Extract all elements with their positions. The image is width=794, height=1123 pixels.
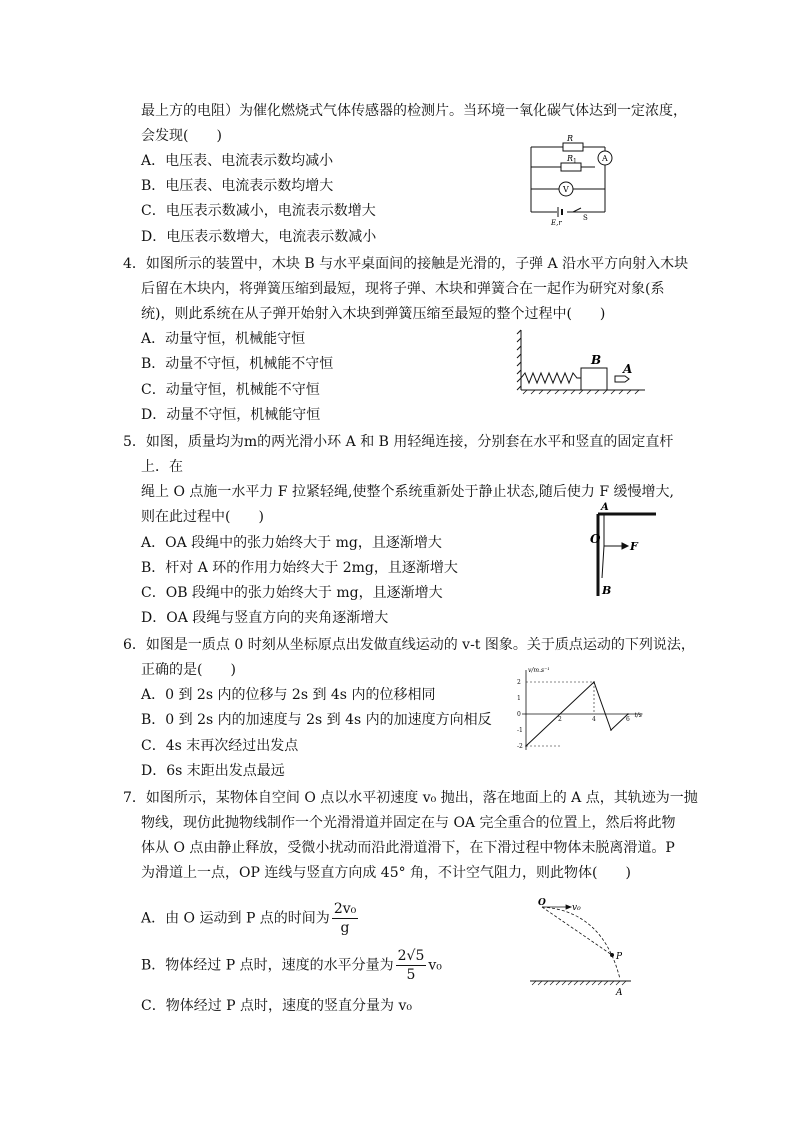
label-r1: R: [567, 154, 574, 163]
q4-line1: 4．如图所示的装置中，木块 B 与水平桌面间的接触是光滑的，子弹 A 沿水平方向射入木块: [123, 256, 689, 272]
y-tick-label: -2: [517, 743, 523, 750]
q3-line1: 最上方的电阻）为催化燃烧式气体传感器的检测片。当环境一氧化碳气体达到一定浓度，: [141, 103, 687, 119]
circuit-diagram: [525, 132, 620, 227]
q7-line4: 为滑道上一点，OP 连线与竖直方向成 45° 角，不计空气阻力，则此物体( ): [141, 865, 631, 881]
q7-line3: 体从 O 点由静止释放，受微小扰动而沿此滑道滑下，在下滑过程中物体未脱离滑道。P: [141, 840, 675, 856]
q7-option-b-unit: v₀: [428, 957, 442, 974]
q7-line2: 物线，现仿此抛物线制作一个光滑滑道并固定在与 OA 完全重合的位置上，然后将此物: [141, 815, 676, 831]
q5-option-a: A．OA 段绳中的张力始终大于 mg，且逐渐增大: [141, 535, 442, 551]
label-v0: v₀: [572, 903, 581, 913]
q6-line1: 6．如图是一质点 0 时刻从坐标原点出发做直线运动的 v-t 图象。关于质点运动的下列说法，: [123, 637, 695, 653]
q6-option-b: B．0 到 2s 内的加速度与 2s 到 4s 内的加速度方向相反: [141, 712, 492, 728]
data-point: [610, 729, 612, 731]
voltmeter-label: V: [563, 185, 569, 194]
label-block-b: B: [591, 353, 602, 367]
label-emf: E,r: [551, 219, 562, 227]
fraction-b-den: 5: [406, 967, 416, 983]
q3-option-a: A．电压表、电流表示数均减小: [141, 153, 334, 169]
q5-option-b: B．杆对 A 环的作用力始终大于 2mg，且逐渐增大: [141, 560, 458, 576]
label-ring-b: B: [602, 584, 612, 597]
label-force-f: F: [630, 540, 638, 553]
label-point-a: A: [616, 988, 623, 998]
x-tick-label: 4: [592, 716, 596, 723]
q5-option-c: C．OB 段绳中的张力始终大于 mg，且逐渐增大: [141, 585, 443, 601]
label-switch: S: [583, 214, 588, 222]
fraction-a: [332, 900, 358, 937]
q6-option-a: A．0 到 2s 内的位移与 2s 到 4s 内的位移相同: [141, 687, 436, 703]
q7-option-a-text: A．由 O 运动到 P 点的时间为: [141, 910, 330, 927]
q5-line3: 绳上 O 点施一水平力 F 拉紧轻绳,使整个系统重新处于静止状态,随后使力 F 缓慢增大,: [141, 484, 674, 500]
q5-line4: 则在此过程中( ): [141, 509, 264, 525]
fraction-a-den: g: [340, 920, 350, 936]
y-tick-label: 2: [517, 679, 521, 686]
label-point-o: O: [538, 898, 546, 908]
x-tick-label: 2: [558, 716, 562, 723]
point-p-marker: [610, 953, 614, 957]
q7-option-c: C．物体经过 P 点时，速度的竖直分量为 v₀: [141, 998, 413, 1014]
q6-line2: 正确的是( ): [141, 662, 236, 678]
ammeter-label: A: [602, 154, 608, 163]
label-r: R: [567, 134, 574, 143]
q6-option-c: C．4s 末再次经过出发点: [141, 738, 299, 754]
q7-line1: 7．如图所示，某物体自空间 O 点以水平初速度 v₀ 抛出，落在地面上的 A 点，其轨迹为一抛: [123, 790, 698, 806]
q3-option-d: D．电压表示数增大，电流表示数减小: [141, 229, 377, 245]
q4-option-c: C．动量守恒，机械能不守恒: [141, 382, 320, 398]
x-axis-label: t/s: [634, 712, 643, 719]
fraction-a-num: 2v₀: [333, 901, 357, 917]
data-point: [593, 681, 595, 683]
y-axis-label: v/m.s⁻¹: [528, 667, 550, 674]
data-point: [525, 745, 527, 747]
vt-graph: [506, 658, 656, 763]
q5-line1: 5．如图，质量均为m的两光滑小环 A 和 B 用轻绳连接，分别套在水平和竖直的固定直杆: [123, 434, 674, 450]
label-ring-a: A: [601, 502, 609, 513]
q3-option-b: B．电压表、电流表示数均增大: [141, 178, 334, 194]
label-point-p: P: [616, 952, 623, 962]
q4-option-b: B．动量不守恒，机械能不守恒: [141, 356, 334, 372]
q5-option-d: D．OA 段绳与竖直方向的夹角逐渐增大: [141, 610, 389, 626]
q7-option-b-text: B．物体经过 P 点时，速度的水平分量为: [141, 957, 394, 974]
q4-line3: 统)，则此系统在从子弹开始射入木块到弹簧压缩至最短的整个过程中( ): [141, 306, 606, 322]
projectile-diagram: [528, 893, 633, 1003]
spring-block-diagram: [515, 328, 655, 398]
y-tick-label: 0: [517, 711, 521, 718]
fraction-b-num: 2√5: [397, 948, 425, 964]
y-tick-label: 1: [517, 695, 521, 702]
q7-option-a: [141, 900, 360, 937]
q5-line2: 上．在: [141, 459, 183, 475]
q4-option-a: A．动量守恒，机械能守恒: [141, 331, 306, 347]
q7-option-b: [141, 947, 442, 984]
q6-option-d: D．6s 末距出发点最远: [141, 763, 285, 779]
y-tick-label: -1: [517, 727, 523, 734]
label-r1-sub: 1: [573, 158, 577, 165]
q4-line2: 后留在木块内，将弹簧压缩到最短，现将子弹、木块和弹簧合在一起作为研究对象(系: [141, 281, 665, 297]
label-point-o: O: [590, 532, 601, 546]
q4-option-d: D．动量不守恒，机械能守恒: [141, 407, 321, 423]
rings-rod-diagram: [588, 500, 663, 600]
fraction-b: [396, 947, 427, 984]
data-point: [627, 713, 629, 715]
q3-line2: 会发现( ): [141, 128, 222, 144]
label-bullet-a: A: [623, 362, 633, 376]
q3-option-c: C．电压表示数减小，电流表示数增大: [141, 203, 376, 219]
x-tick-label: 6: [626, 716, 630, 723]
